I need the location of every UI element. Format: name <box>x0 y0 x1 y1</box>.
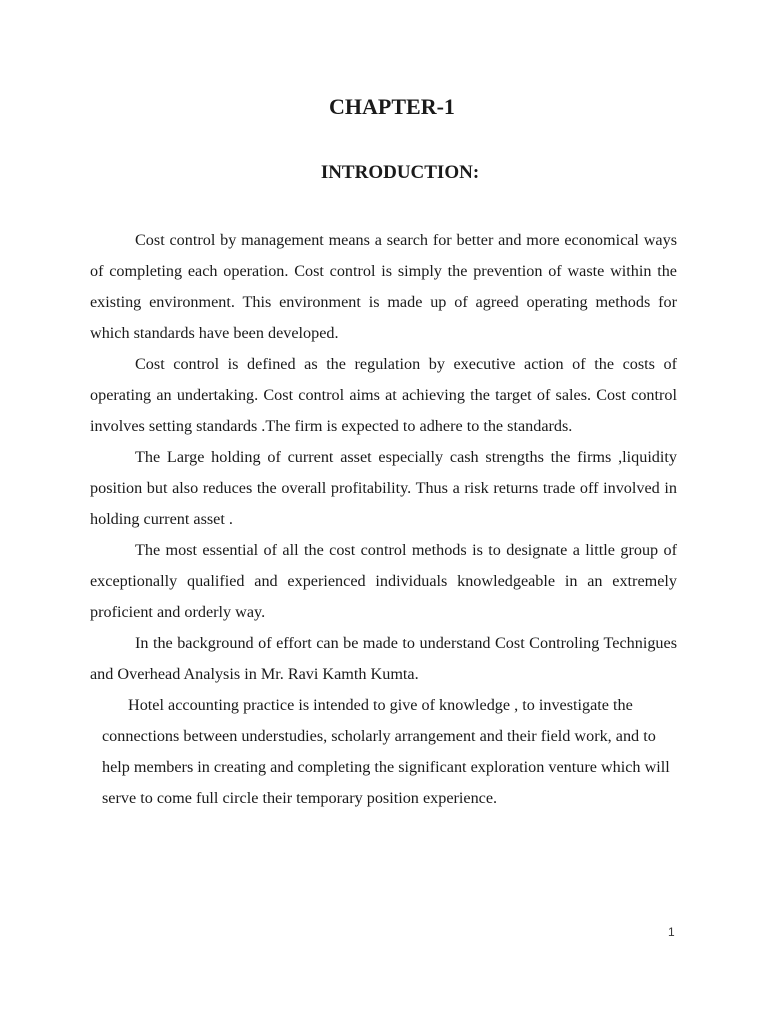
chapter-title: CHAPTER-1 <box>329 94 455 119</box>
paragraph-last <box>102 690 680 814</box>
body-text <box>90 225 677 814</box>
paragraph: The Large holding of current asset especially cash strengths the firms ,liquidity position but also reduces the overall profitability. Thus a risk returns trade off involved in holding current asset . <box>90 448 677 528</box>
paragraph: In the background of effort can be made to understand Cost Controling Technigues and Overhead Analysis in Mr. Ravi Kamth Kumta. <box>90 634 677 683</box>
paragraph: Cost control by management means a search for better and more economical ways of completing each operation. Cost control is simply the prevention of waste within the existing environment. This environment is made up of agreed operating methods for which standards have been developed. <box>90 231 677 342</box>
paragraph-last-first-line: Hotel accounting practice is intended to give of knowledge , to investigate the <box>128 696 633 714</box>
page-number: 1 <box>668 925 675 939</box>
paragraph: Cost control is defined as the regulation by executive action of the costs of operating an undertaking. Cost control aims at achieving the target of sales. Cost control involves setting standards .The firm is expected to adhere to the standards. <box>90 355 677 435</box>
section-title: INTRODUCTION: <box>320 162 480 183</box>
paragraph-last-rest: connections between understudies, scholarly arrangement and their field work, and to help members in creating and completing the significant exploration venture which will serve to come full circle their temporary position experience. <box>102 727 670 807</box>
paragraph: The most essential of all the cost control methods is to designate a little group of exceptionally qualified and experienced individuals knowledgeable in an extremely proficient and orderly way. <box>90 541 677 621</box>
